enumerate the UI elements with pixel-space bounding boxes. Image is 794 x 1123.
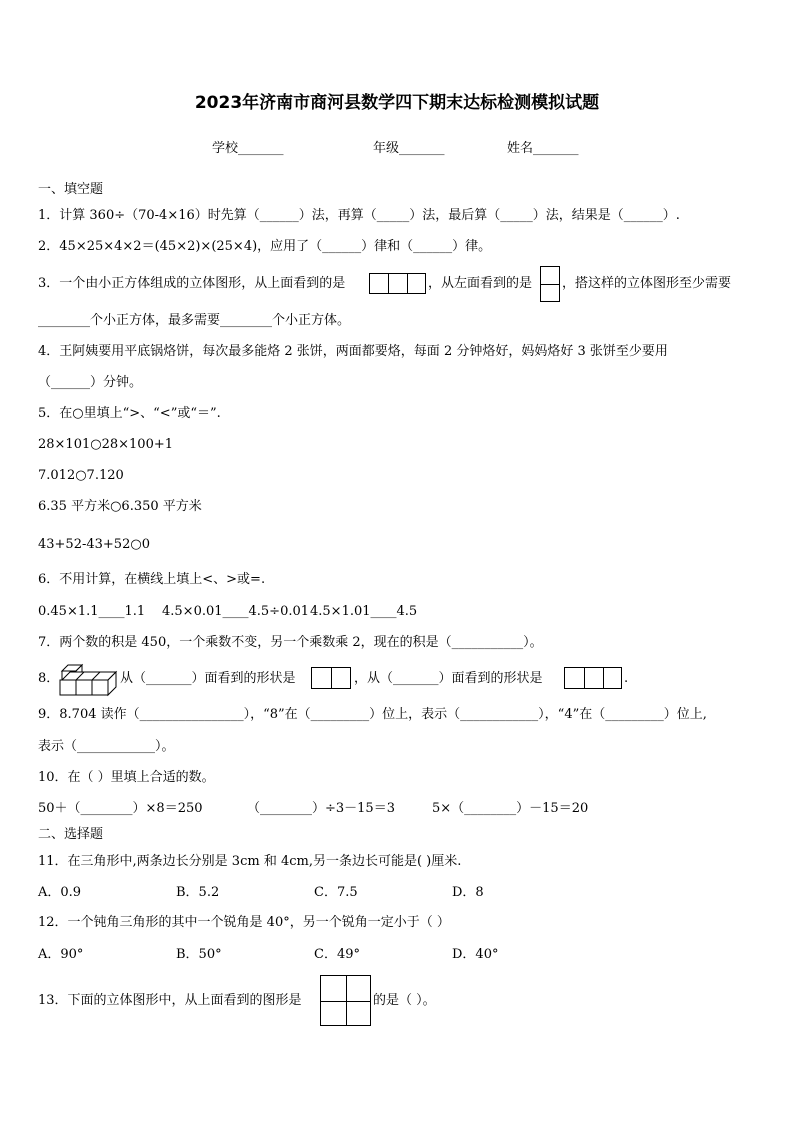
figure-cell: [388, 274, 389, 293]
question-9-line-2: 表示（____________）。: [38, 739, 175, 754]
question-11: 11．在三角形中,两条边长分别是 3cm 和 4cm,另一条边长可能是( )厘米.: [38, 854, 462, 869]
section-choice-heading: 二、选择题: [38, 827, 104, 842]
question-7: 7．两个数的积是 450，一个乘数不变，另一个乘数乘 2，现在的积是（___________）。: [38, 635, 543, 650]
question-10-item: 50＋（________）×8＝250: [38, 801, 203, 816]
question-8-part-b: ，从（_______）面看到的形状是: [354, 671, 543, 686]
section-fill-heading: 一、填空题: [38, 182, 104, 197]
question-4-line-2: （______）分钟。: [38, 375, 143, 390]
question-10-intro: 10．在（ ）里填上合适的数。: [38, 770, 215, 785]
school-field[interactable]: 学校_______: [212, 141, 284, 156]
question-6-item: 4.5×0.01____4.5÷0.01: [162, 604, 310, 619]
grade-field[interactable]: 年级_______: [373, 141, 445, 156]
question-3-part-b: ，从左面看到的是: [428, 276, 533, 291]
question-12: 12．一个钝角三角形的其中一个锐角是 40°，另一个锐角一定小于（ ）: [38, 915, 450, 930]
question-8-part-c: .: [624, 671, 629, 686]
question-13-part-b: 的是（ ）。: [373, 993, 436, 1008]
question-3-part-c: ，搭这样的立体图形至少需要: [562, 276, 732, 291]
left-view-figure: [540, 266, 560, 302]
figure-cell: [584, 668, 585, 688]
question-3-part-a: 3．一个由小正方体组成的立体图形，从上面看到的是: [38, 276, 346, 291]
option-a[interactable]: A．0.9: [38, 885, 82, 900]
question-2: 2．45×25×4×2＝(45×2)×(25×4)，应用了（______）律和（______）律。: [38, 239, 492, 254]
option-c[interactable]: C．49°: [314, 947, 360, 962]
figure-cell: [603, 668, 604, 688]
option-d[interactable]: D．8: [452, 885, 484, 900]
cube-stack-icon: [58, 661, 120, 697]
question-8-part-a: 从（_______）面看到的形状是: [120, 671, 296, 686]
view-figure-two-squares: [311, 667, 351, 689]
question-8-number: 8．: [38, 671, 60, 686]
question-10-item: （________）÷3－15＝3: [247, 801, 395, 816]
figure-divider: [321, 1001, 370, 1002]
option-b[interactable]: B．50°: [176, 947, 222, 962]
top-view-grid-figure: [320, 975, 371, 1026]
question-6-item: 4.5×1.01____4.5: [310, 604, 418, 619]
name-field[interactable]: 姓名_______: [507, 141, 579, 156]
question-3-line-2: ________个小正方体，最多需要________个小正方体。: [38, 313, 351, 328]
question-1: 1．计算 360÷（70-4×16）时先算（______）法，再算（_____）法，最后算（_____）法，结果是（______）.: [38, 208, 680, 223]
question-4-line-1: 4．王阿姨要用平底锅烙饼，每次最多能烙 2 张饼，两面都要烙，每面 2 分钟烙好，妈妈烙好 3 张饼至少要用: [38, 344, 668, 359]
option-c[interactable]: C．7.5: [314, 885, 358, 900]
question-5-item: 7.012○7.120: [38, 468, 124, 483]
question-13-part-a: 13．下面的立体图形中，从上面看到的图形是: [38, 993, 302, 1008]
figure-cell: [407, 274, 408, 293]
question-10-item: 5×（________）－15＝20: [432, 801, 589, 816]
page-title: 2023年济南市商河县数学四下期末达标检测模拟试题: [194, 93, 600, 113]
top-view-figure: [369, 273, 426, 294]
view-figure-three-squares: [564, 667, 622, 689]
option-b[interactable]: B．5.2: [176, 885, 220, 900]
question-5-item: 6.35 平方米○6.350 平方米: [38, 499, 202, 514]
question-6-intro: 6．不用计算，在横线上填上<、>或=.: [38, 572, 266, 587]
question-6-item: 0.45×1.1____1.1: [38, 604, 146, 619]
question-5-item: 28×101○28×100+1: [38, 437, 174, 452]
question-5-intro: 5．在○里填上“>、“<”或“＝”.: [38, 406, 221, 421]
option-d[interactable]: D．40°: [452, 947, 499, 962]
figure-divider: [541, 284, 559, 285]
question-5-item: 43+52-43+52○0: [38, 537, 150, 552]
figure-cell: [331, 668, 332, 688]
option-a[interactable]: A．90°: [38, 947, 84, 962]
question-9-line-1: 9．8.704 读作（________________），“8”在（_________）位上，表示（____________），“4”在（_________）位上,: [38, 707, 707, 722]
